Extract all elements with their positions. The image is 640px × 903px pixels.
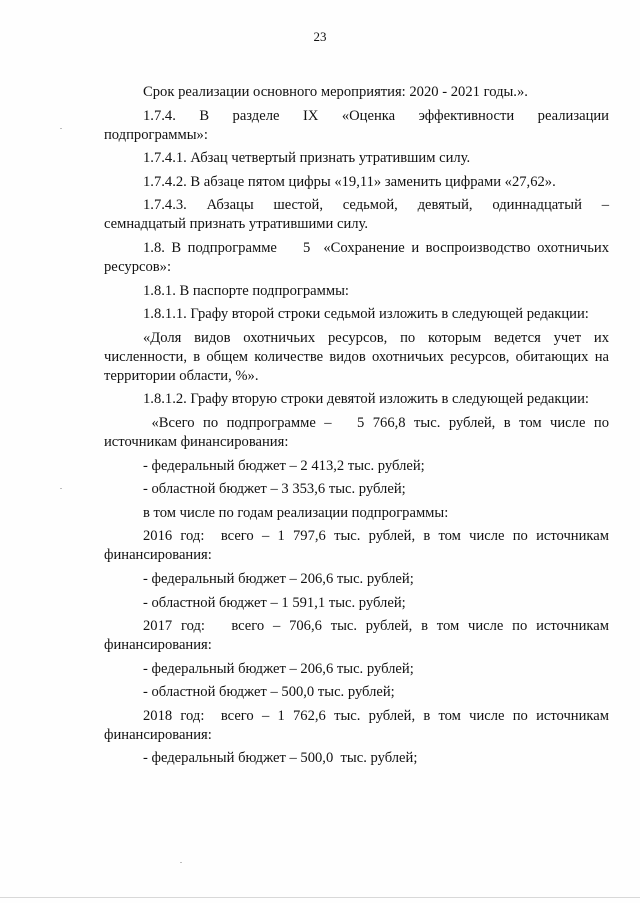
paragraph-2017-federal: - федеральный бюджет – 206,6 тыс. рублей;: [143, 660, 414, 677]
paragraph-1-7-4-1: 1.7.4.1. Абзац четвертый признать утратившим силу.: [143, 150, 471, 167]
paragraph-1-7-4: 1.7.4. В разделе IX «Оценка эффективности реализации подпрограммы»:: [104, 107, 609, 143]
paragraph-1-8: 1.8. В подпрограмме 5 «Сохранение и воспроизводство охотничьих ресурсов»:: [104, 239, 609, 275]
paragraph-1-8-1-2: 1.8.1.2. Графу вторую строки девятой изложить в следующей редакции:: [143, 391, 589, 408]
paragraph-quote-share: «Доля видов охотничьих ресурсов, по которым ведется учет их численности, в общем количестве видов охотничьих ресурсов, обитающих на территории области, %».: [104, 329, 609, 384]
paragraph-by-years: в том числе по годам реализации подпрограммы:: [143, 504, 449, 521]
scan-edge-line: [0, 897, 640, 898]
paragraph-1-8-1: 1.8.1. В паспорте подпрограммы:: [143, 282, 349, 299]
scan-speck: [60, 128, 62, 129]
paragraph-regional-total: - областной бюджет – 3 353,6 тыс. рублей;: [143, 481, 406, 498]
page-number: 23: [313, 29, 327, 44]
paragraph-1-7-4-3: 1.7.4.3. Абзацы шестой, седьмой, девятый, одиннадцатый – семнадцатый признать утратившими силу.: [104, 197, 609, 233]
paragraph-2018-federal: - федеральный бюджет – 500,0 тыс. рублей;: [143, 750, 418, 767]
paragraph-2016-federal: - федеральный бюджет – 206,6 тыс. рублей;: [143, 570, 414, 587]
paragraph-2016: 2016 год: всего – 1 797,6 тыс. рублей, в том числе по источникам финансирования:: [104, 528, 609, 564]
paragraph-federal-total: - федеральный бюджет – 2 413,2 тыс. рублей;: [143, 457, 425, 474]
paragraph-implementation-period: Срок реализации основного мероприятия: 2020 - 2021 годы.».: [143, 84, 528, 100]
paragraph-1-8-1-1: 1.8.1.1. Графу второй строки седьмой изложить в следующей редакции:: [143, 306, 589, 323]
document-body: [104, 83, 609, 768]
scan-speck: [60, 488, 62, 489]
paragraph-2018: 2018 год: всего – 1 762,6 тыс. рублей, в том числе по источникам финансирования:: [104, 707, 609, 743]
paragraph-2017-regional: - областной бюджет – 500,0 тыс. рублей;: [143, 684, 395, 701]
paragraph-total-funding: «Всего по подпрограмме – 5 766,8 тыс. рублей, в том числе по источникам финансирования:: [104, 414, 609, 450]
paragraph-1-7-4-2: 1.7.4.2. В абзаце пятом цифры «19,11» заменить цифрами «27,62».: [143, 173, 556, 190]
scan-speck: [180, 862, 182, 863]
paragraph-2016-regional: - областной бюджет – 1 591,1 тыс. рублей;: [143, 594, 406, 611]
paragraph-2017: 2017 год: всего – 706,6 тыс. рублей, в том числе по источникам финансирования:: [104, 618, 609, 654]
